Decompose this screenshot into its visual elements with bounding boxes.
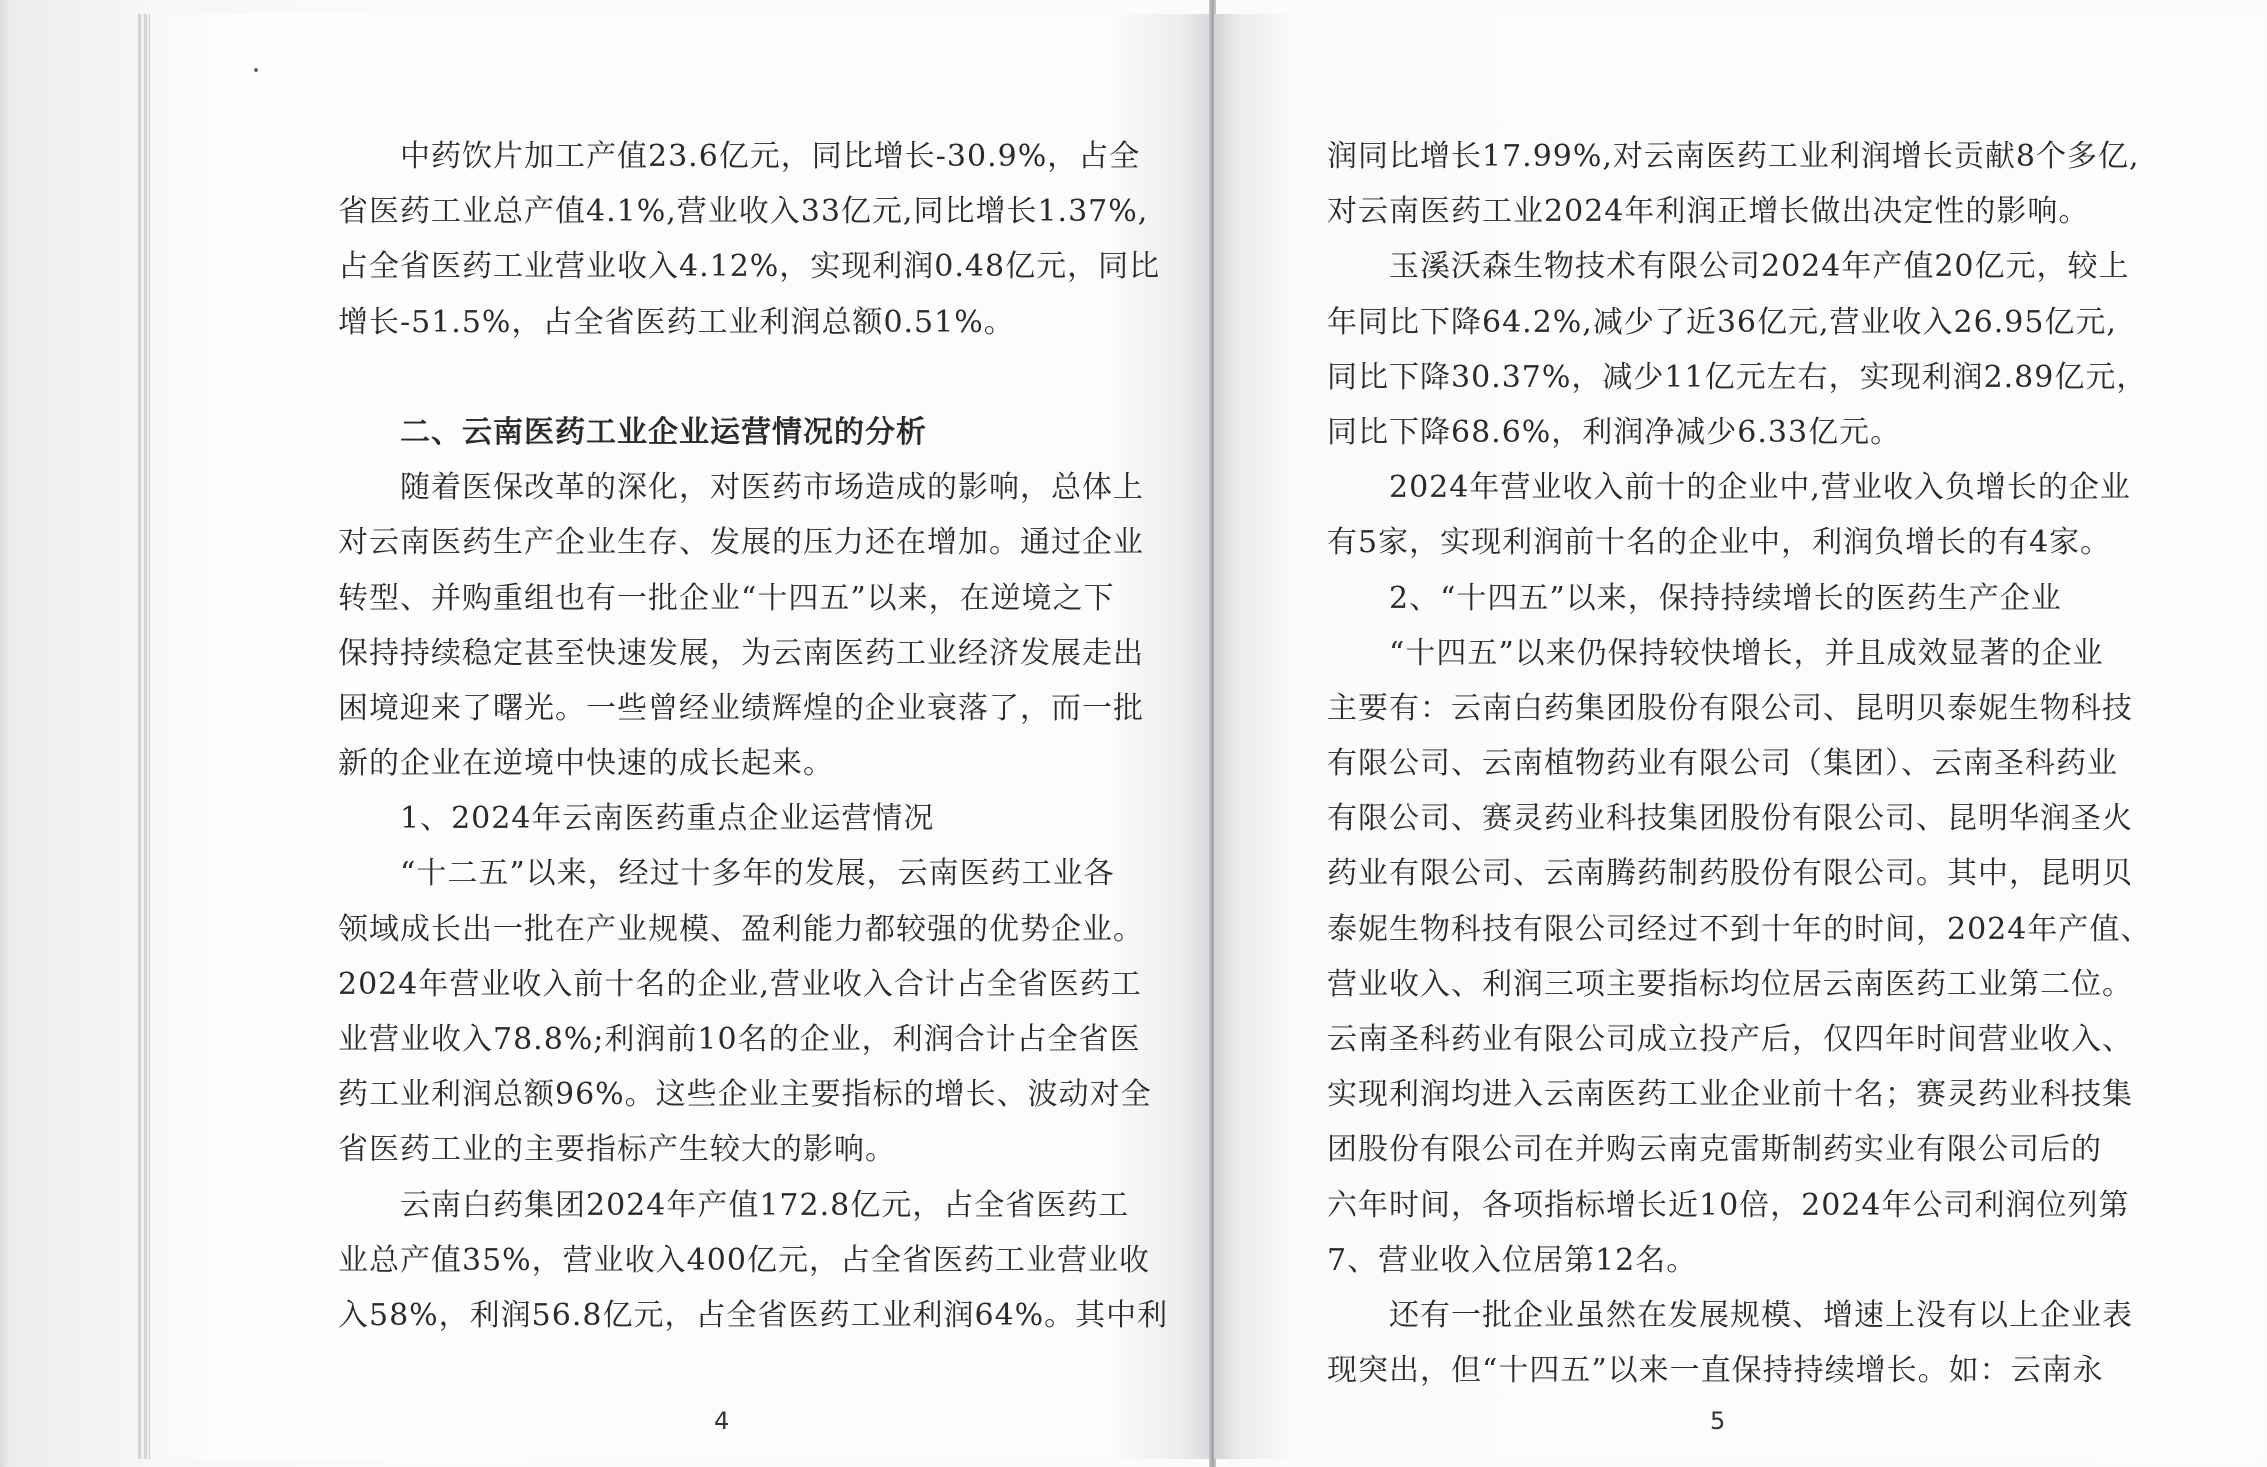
text-line: 同比下降30.37%，减少11亿元左右，实现利润2.89亿元，: [1327, 359, 2148, 395]
text-line: 有限公司、赛灵药业科技集团股份有限公司、昆明华润圣火: [1327, 801, 2133, 837]
text-line: 玉溪沃森生物技术有限公司2024年产值20亿元，较上: [1327, 249, 2130, 285]
text-line: 云南圣科药业有限公司成立投产后，仅四年时间营业收入、: [1327, 1022, 2133, 1057]
right-page: [1214, 14, 2259, 1459]
subsection-heading: 1、2024年云南医药重点企业运营情况: [338, 801, 935, 837]
text-line: 省医药工业的主要指标产生较大的影响。: [338, 1132, 896, 1168]
right-page-text: [1327, 129, 2207, 1398]
text-line: 泰妮生物科技有限公司经过不到十年的时间，2024年产值、: [1327, 911, 2152, 947]
text-line: 药工业利润总额96%。这些企业主要指标的增长、波动对全: [338, 1077, 1152, 1113]
page-number: 5: [1710, 1407, 1726, 1435]
text-line: 有限公司、云南植物药业有限公司（集团）、云南圣科药业: [1327, 746, 2118, 782]
text-line: 六年时间，各项指标增长近10倍，2024年公司利润位列第: [1327, 1187, 2130, 1223]
text-line: 现突出，但“十四五”以来一直保持持续增长。如：云南永: [1327, 1353, 2104, 1389]
text-line: 转型、并购重组也有一批企业“十四五”以来，在逆境之下: [338, 580, 1115, 616]
text-line: 营业收入、利润三项主要指标均位居云南医药工业第二位。: [1327, 966, 2133, 1002]
page-speck: [254, 68, 258, 72]
blank-line: [338, 350, 1212, 405]
text-line: 入58%，利润56.8亿元，占全省医药工业利润64%。其中利: [338, 1297, 1169, 1333]
text-line: 新的企业在逆境中快速的成长起来。: [338, 746, 834, 782]
page-number: 4: [714, 1407, 730, 1435]
text-line: 领域成长出一批在产业规模、盈利能力都较强的优势企业。: [338, 911, 1144, 947]
text-line: 年同比下降64.2%,减少了近36亿元,营业收入26.95亿元,: [1327, 304, 2117, 340]
text-line: 还有一批企业虽然在发展规模、增速上没有以上企业表: [1327, 1297, 2133, 1333]
text-line: 团股份有限公司在并购云南克雷斯制药实业有限公司后的: [1327, 1132, 2102, 1168]
text-line: 2024年营业收入前十的企业中,营业收入负增长的企业: [1327, 470, 2131, 506]
text-line: “十二五”以来，经过十多年的发展，云南医药工业各: [338, 856, 1115, 892]
text-line: 7、营业收入位居第12名。: [1327, 1242, 1698, 1278]
text-line: 云南白药集团2024年产值172.8亿元，占全省医药工: [338, 1187, 1130, 1223]
text-line: 中药饮片加工产值23.6亿元，同比增长-30.9%，占全: [338, 139, 1141, 174]
text-line: 对云南医药生产企业生存、发展的压力还在增加。通过企业: [338, 525, 1144, 561]
text-line: 对云南医药工业2024年利润正增长做出决定性的影响。: [1327, 194, 2090, 230]
text-line: 困境迎来了曙光。一些曾经业绩辉煌的企业衰落了，而一批: [338, 690, 1144, 726]
left-page: [150, 14, 1212, 1459]
text-line: “十四五”以来仍保持较快增长，并且成效显著的企业: [1327, 635, 2104, 671]
text-line: 随着医保改革的深化，对医药市场造成的影响，总体上: [338, 470, 1144, 506]
text-line: 增长-51.5%，占全省医药工业利润总额0.51%。: [338, 304, 1015, 340]
section-heading: 二、云南医药工业企业运营情况的分析: [338, 414, 927, 450]
text-line: 业总产值35%，营业收入400亿元，占全省医药工业营业收: [338, 1242, 1150, 1278]
text-line: 主要有：云南白药集团股份有限公司、昆明贝泰妮生物科技: [1327, 690, 2133, 726]
text-line: 同比下降68.6%，利润净减少6.33亿元。: [1327, 414, 1902, 450]
text-line: 药业有限公司、云南腾药制药股份有限公司。其中，昆明贝: [1327, 856, 2133, 892]
text-line: 业营业收入78.8%;利润前10名的企业，利润合计占全省医: [338, 1022, 1141, 1057]
text-line: 省医药工业总产值4.1%,营业收入33亿元,同比增长1.37%,: [338, 194, 1149, 230]
subsection-heading: 2、“十四五”以来，保持持续增长的医药生产企业: [1327, 580, 2062, 616]
text-line: 占全省医药工业营业收入4.12%，实现利润0.48亿元，同比: [338, 249, 1161, 285]
text-line: 保持持续稳定甚至快速发展，为云南医药工业经济发展走出: [338, 635, 1144, 671]
text-line: 润同比增长17.99%,对云南医药工业利润增长贡献8个多亿,: [1327, 139, 2140, 174]
text-line: 有5家，实现利润前十名的企业中，利润负增长的有4家。: [1327, 525, 2112, 561]
text-line: 2024年营业收入前十名的企业,营业收入合计占全省医药工: [338, 966, 1142, 1002]
text-line: 实现利润均进入云南医药工业企业前十名；赛灵药业科技集: [1327, 1077, 2133, 1113]
left-page-text: [338, 129, 1212, 1343]
